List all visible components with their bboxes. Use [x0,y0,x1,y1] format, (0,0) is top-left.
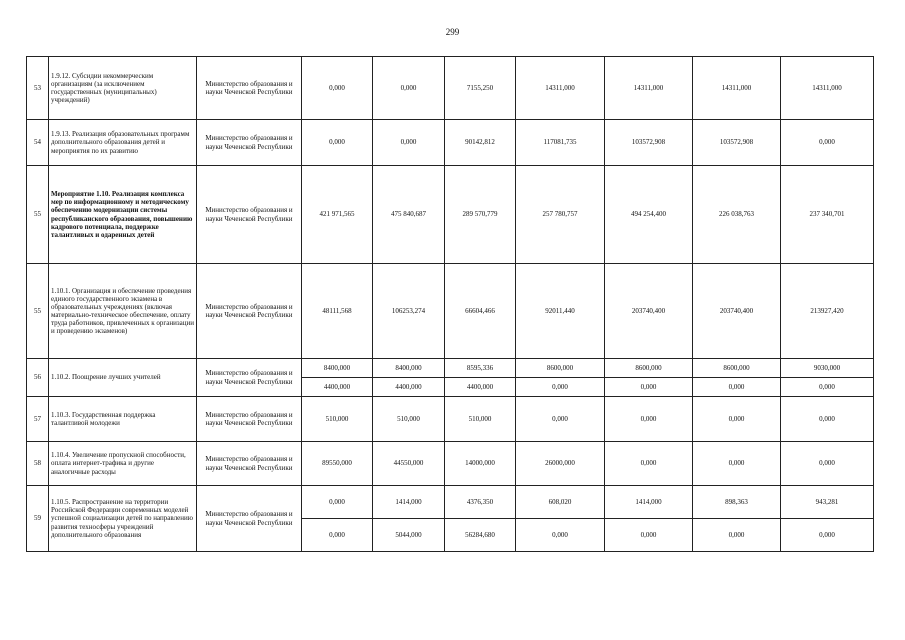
table-row [27,264,874,359]
activity-name: Мероприятие 1.10. Реализация комплекса мер по информационному и методическому обеспечению модернизации системы республиканского образования, повышению кадрового потенциала, поддержке талантливых и одаренных детей [49,166,197,264]
funding-value: 510,000 [445,397,516,442]
funding-value: 226 038,763 [693,166,781,264]
funding-value: 510,000 [302,397,373,442]
funding-value: 421 971,565 [302,166,373,264]
table-row [27,442,874,486]
funding-value: 257 780,757 [516,166,605,264]
responsible-ministry: Министерство образования и науки Чеченской Республики [197,120,302,166]
responsible-ministry: Министерство образования и науки Чеченской Республики [197,264,302,359]
row-number: 57 [27,397,49,442]
funding-value: 0,000 [605,442,693,486]
funding-value: 103572,908 [693,120,781,166]
table-row [27,166,874,264]
funding-value: 44550,000 [373,442,445,486]
funding-value: 0,000 [605,519,693,552]
row-number: 54 [27,120,49,166]
funding-value: 4400,000 [302,378,373,397]
row-number: 59 [27,486,49,552]
funding-value: 0,000 [302,57,373,120]
funding-value: 66604,466 [445,264,516,359]
funding-value: 9030,000 [781,359,874,378]
funding-value: 92011,440 [516,264,605,359]
funding-value: 117081,735 [516,120,605,166]
responsible-ministry: Министерство образования и науки Чеченской Республики [197,57,302,120]
responsible-ministry: Министерство образования и науки Чеченской Республики [197,166,302,264]
funding-value: 0,000 [693,378,781,397]
funding-value: 203740,400 [693,264,781,359]
funding-value: 0,000 [302,486,373,519]
funding-value: 106253,274 [373,264,445,359]
funding-value: 14311,000 [781,57,874,120]
funding-value: 237 340,701 [781,166,874,264]
table-row [27,120,874,166]
funding-value: 8600,000 [516,359,605,378]
row-number: 55 [27,166,49,264]
page-number: 299 [445,27,460,37]
funding-value: 0,000 [605,378,693,397]
funding-value: 14311,000 [605,57,693,120]
funding-value: 90142,812 [445,120,516,166]
table-row [27,397,874,442]
funding-value: 8400,000 [302,359,373,378]
row-number: 55 [27,264,49,359]
funding-value: 14311,000 [516,57,605,120]
activity-name: 1.10.3. Государственная поддержка талантливой молодежи [49,397,197,442]
activity-name: 1.9.13. Реализация образовательных программ дополнительного образования детей и мероприятия по их развитию [49,120,197,166]
funding-value: 0,000 [373,120,445,166]
funding-value: 203740,400 [605,264,693,359]
funding-value: 8400,000 [373,359,445,378]
row-number: 53 [27,57,49,120]
funding-value: 1414,000 [373,486,445,519]
funding-value: 0,000 [302,120,373,166]
row-number: 56 [27,359,49,397]
table-row [27,57,874,120]
table-row [27,486,874,519]
funding-value: 0,000 [693,519,781,552]
funding-value: 0,000 [516,519,605,552]
funding-value: 943,281 [781,486,874,519]
funding-value: 8600,000 [605,359,693,378]
responsible-ministry: Министерство образования и науки Чеченской Республики [197,486,302,552]
funding-value: 289 570,779 [445,166,516,264]
funding-value: 0,000 [605,397,693,442]
responsible-ministry: Министерство образования и науки Чеченской Республики [197,397,302,442]
activity-name: 1.10.5. Распространение на территории Российской Федерации современных моделей успешной социализации детей по направлению развития техносферы учреждений дополнительного образования [49,486,197,552]
funding-value: 5044,000 [373,519,445,552]
funding-value: 4376,350 [445,486,516,519]
funding-value: 0,000 [781,519,874,552]
activity-name: 1.10.4. Увеличение пропускной способности, оплата интернет-трафика и другие аналогичные расходы [49,442,197,486]
funding-value: 475 840,687 [373,166,445,264]
funding-value: 26000,000 [516,442,605,486]
budget-table [26,56,874,552]
funding-value: 8595,336 [445,359,516,378]
funding-value: 0,000 [373,57,445,120]
funding-value: 510,000 [373,397,445,442]
funding-value: 0,000 [516,378,605,397]
funding-value: 56284,680 [445,519,516,552]
activity-name: 1.10.1. Организация и обеспечение проведения единого государственного экзамена в образовательных учреждениях (включая материально-техническое обеспечение, оплату труда работников, привлеченных к организации и проведению экзаменов) [49,264,197,359]
funding-value: 0,000 [781,397,874,442]
funding-value: 4400,000 [373,378,445,397]
funding-value: 14000,000 [445,442,516,486]
funding-value: 608,020 [516,486,605,519]
activity-name: 1.10.2. Поощрение лучших учителей [49,359,197,397]
funding-value: 0,000 [781,120,874,166]
funding-value: 0,000 [302,519,373,552]
funding-value: 898,363 [693,486,781,519]
responsible-ministry: Министерство образования и науки Чеченской Республики [197,359,302,397]
funding-value: 89550,000 [302,442,373,486]
funding-value: 494 254,400 [605,166,693,264]
funding-value: 7155,250 [445,57,516,120]
funding-value: 0,000 [693,397,781,442]
funding-value: 0,000 [781,378,874,397]
funding-value: 0,000 [781,442,874,486]
responsible-ministry: Министерство образования и науки Чеченской Республики [197,442,302,486]
activity-name: 1.9.12. Субсидии некоммерческим организациям (за исключением государственных (муниципальных) учреждений) [49,57,197,120]
funding-value: 1414,000 [605,486,693,519]
funding-value: 103572,908 [605,120,693,166]
funding-value: 0,000 [516,397,605,442]
funding-value: 8600,000 [693,359,781,378]
funding-value: 213927,420 [781,264,874,359]
funding-value: 0,000 [693,442,781,486]
row-number: 58 [27,442,49,486]
funding-value: 4400,000 [445,378,516,397]
table-row [27,359,874,378]
funding-value: 48111,568 [302,264,373,359]
funding-value: 14311,000 [693,57,781,120]
